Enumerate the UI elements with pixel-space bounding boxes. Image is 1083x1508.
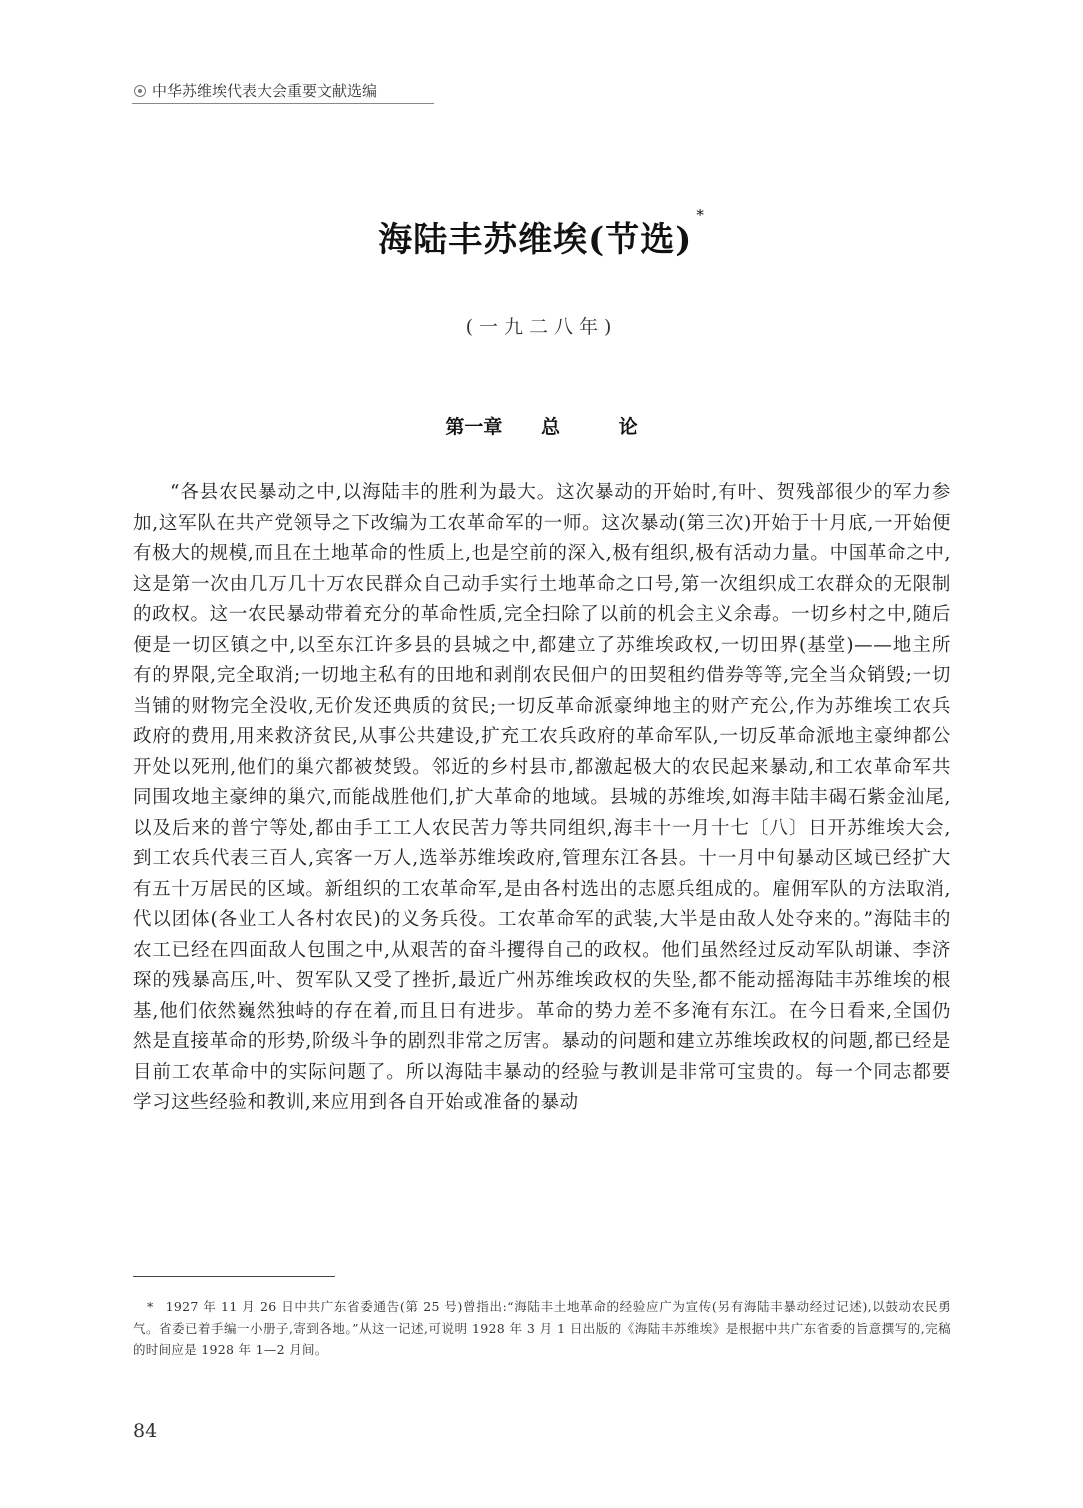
article-title-text: 海陆丰苏维埃(节选): [378, 220, 693, 260]
article-date: (一九二八年): [465, 316, 618, 338]
running-header: [132, 80, 434, 104]
chapter-name-part2: 论: [618, 416, 638, 438]
footnote-text: 1927 年 11 月 26 日中共广东省委通告(第 25 号)曾指出:“海陆丰土地革命的经验应广为宣传(另有海陆丰暴动经过记述),以鼓动农民勇气。省委已着手编一小册子,寄到各地。”从这一记述,可说明 1928 年 3 月 1 日出版的《海陆丰苏维埃》是根据中共广东省委的旨意撰写的,完稿的时间应是 1928 年 1—2 月间。: [133, 1299, 951, 1357]
chapter-heading: [0, 412, 1083, 439]
book-title: 中华苏维埃代表大会重要文献选编: [152, 82, 378, 100]
bullet-circle-icon: [134, 85, 146, 97]
footnote: [133, 1296, 951, 1361]
article-title: [0, 206, 1083, 261]
chapter-name-part1: 总: [540, 416, 560, 438]
title-footnote-marker[interactable]: *: [696, 206, 705, 224]
footnote-marker: *: [147, 1299, 154, 1314]
page-number: 84: [133, 1420, 158, 1442]
body-paragraph: “各县农民暴动之中,以海陆丰的胜利为最大。这次暴动的开始时,有叶、贺残部很少的军力参加,这军队在共产党领导之下改编为工农革命军的一师。这次暴动(第三次)开始于十月底,一开始便有极大的规模,而且在土地革命的性质上,也是空前的深入,极有组织,极有活动力量。中国革命之中,这是第一次由几万几十万农民群众自己动手实行土地革命之口号,第一次组织成工农群众的无限制的政权。这一农民暴动带着充分的革命性质,完全扫除了以前的机会主义余毒。一切乡村之中,随后便是一切区镇之中,以至东江许多县的县城之中,都建立了苏维埃政权,一切田界(基堂)——地主所有的界限,完全取消;一切地主私有的田地和剥削农民佃户的田契租约借券等等,完全当众销毁;一切当铺的财物完全没收,无价发还典质的贫民;一切反革命派豪绅地主的财产充公,作为苏维埃工农兵政府的费用,用来救济贫民,从事公共建设,扩充工农兵政府的革命军队,一切反革命派地主豪绅都公开处以死刑,他们的巢穴都被焚毁。邻近的乡村县市,都激起极大的农民起来暴动,和工农革命军共同围攻地主豪绅的巢穴,而能战胜他们,扩大革命的地域。县城的苏维埃,如海丰陆丰碣石紫金汕尾,以及后来的普宁等处,都由手工工人农民苦力等共同组织,海丰十一月十七〔八〕日开苏维埃大会,到工农兵代表三百人,宾客一万人,选举苏维埃政府,管理东江各县。十一月中旬暴动区域已经扩大有五十万居民的区域。新组织的工农革命军,是由各村选出的志愿兵组成的。雇佣军队的方法取消,代以团体(各业工人各村农民)的义务兵役。工农革命军的武装,大半是由敌人处夺来的。”海陆丰的农工已经在四面敌人包围之中,从艰苦的奋斗攫得自己的政权。他们虽然经过反动军队胡谦、李济琛的残暴高压,叶、贺军队又受了挫折,最近广州苏维埃政权的失坠,都不能动摇海陆丰苏维埃的根基,他们依然巍然独峙的存在着,而且日有进步。革命的势力差不多淹有东江。在今日看来,全国仍然是直接革命的形势,阶级斗争的剧烈非常之厉害。暴动的问题和建立苏维埃政权的问题,都已经是目前工农革命中的实际问题了。所以海陆丰暴动的经验与教训是非常可宝贵的。每一个同志都要学习这些经验和教训,来应用到各自开始或准备的暴动: [133, 482, 951, 1113]
footnote-divider: [133, 1276, 335, 1277]
chapter-number: 第一章: [445, 416, 503, 438]
